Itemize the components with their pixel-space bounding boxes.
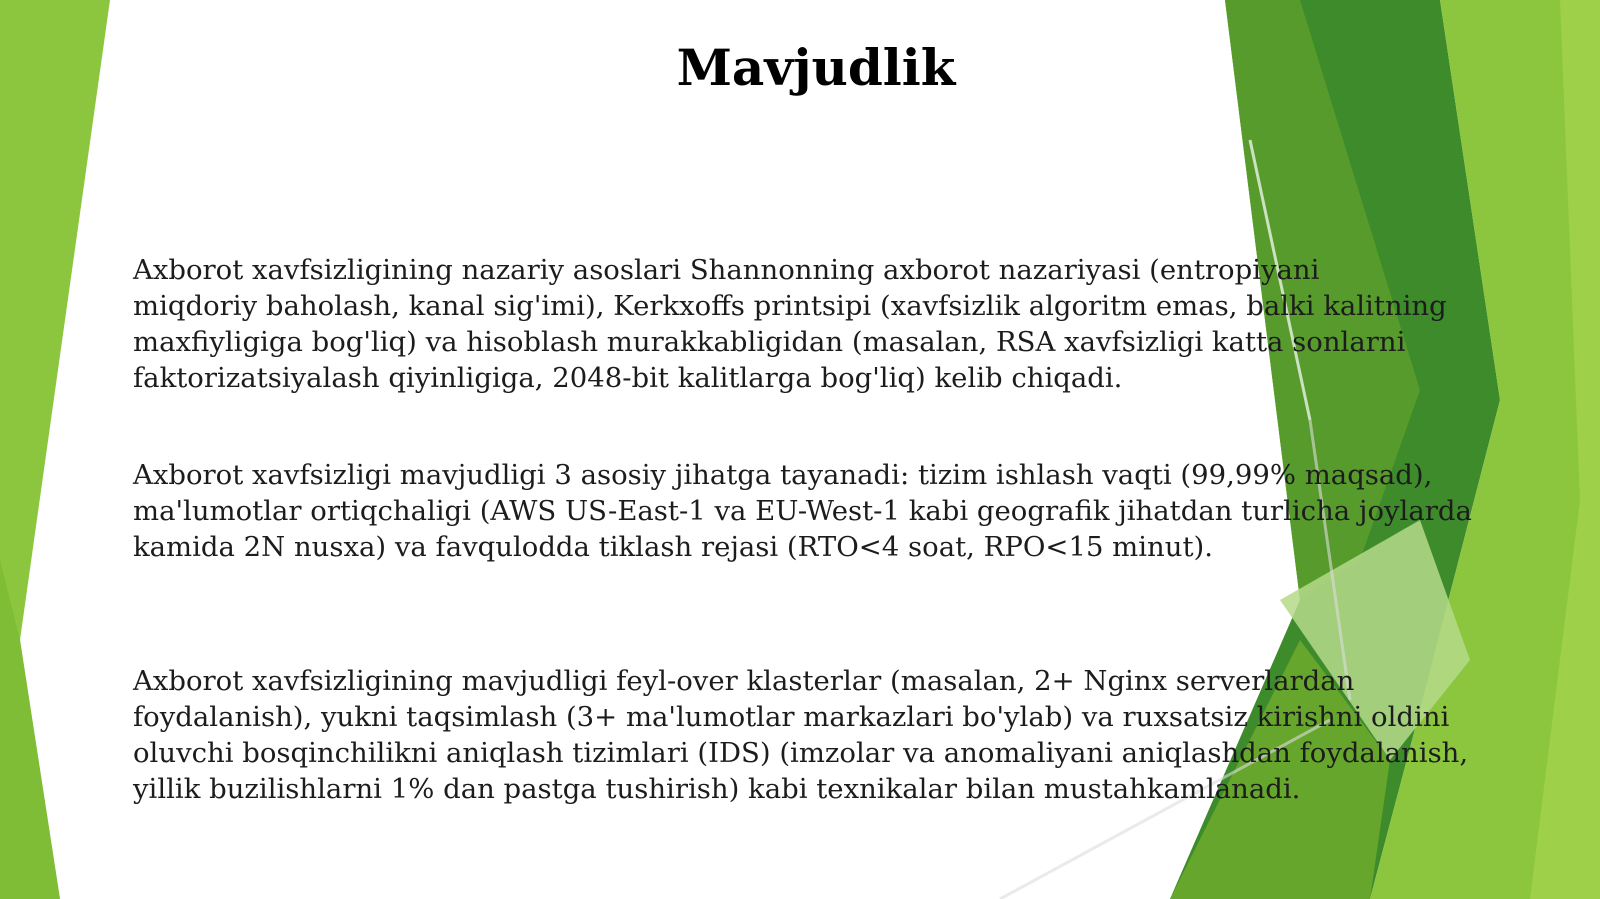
paragraph-availability-aspects: Axborot xavfsizligi mavjudligi 3 asosiy jihatga tayanadi: tizim ishlash vaqti (99,99% maqsad), ma'lumotlar ortiqchaligi (AWS US-East-1 va EU-West-1 kabi geografik jihatdan turlicha joylarda kamida 2N nusxa) va favqulodda tiklash rejasi (RTO<4 soat, RPO<15 minut). xyxy=(133,459,1472,563)
paragraph-techniques: Axborot xavfsizligining mavjudligi feyl-over klasterlar (masalan, 2+ Nginx serverlardan foydalanish), yukni taqsimlash (3+ ma'lumotlar markazlari bo'ylab) va ruxsatsiz kirishni oldini oluvchi bosqinchilikni aniqlash tizimlari (IDS) (imzolar va anomaliyani aniqlashdan foydalanish, yillik buzilishlarni 1% dan pastga tushirish) kabi texnikalar bilan mustahkamlanadi. xyxy=(133,665,1469,805)
paragraph-theory: Axborot xavfsizligining nazariy asoslari Shannonning axborot nazariyasi (entropiyani miqdoriy baholash, kanal sig'imi), Kerkxoffs printsipi (xavfsizlik algoritm emas, balki kalitning maxfiyligiga bog'liq) va hisoblash murakkabligidan (masalan, RSA xavfsizligi katta sonlarni faktorizatsiyalash qiyinligiga, 2048-bit kalitlarga bog'liq) kelib chiqadi. xyxy=(133,254,1447,394)
left-green-sliver xyxy=(0,560,60,899)
slide-title: Mavjudlik xyxy=(676,38,956,97)
